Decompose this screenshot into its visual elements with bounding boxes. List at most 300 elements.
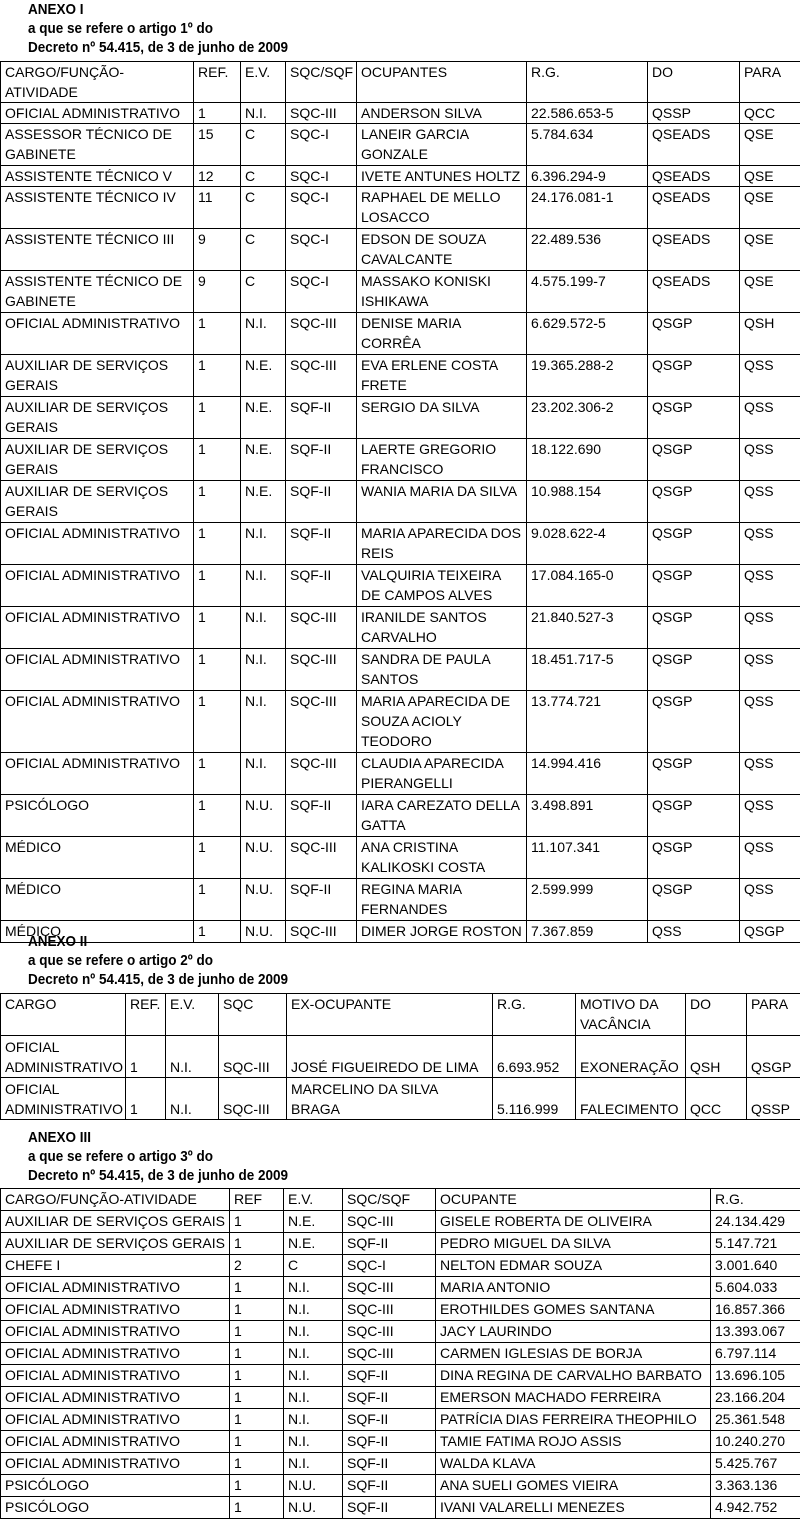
table-cell: 22.586.653-5 xyxy=(527,103,648,124)
table-cell: 24.134.429 xyxy=(711,1211,800,1233)
table-cell: PEDRO MIGUEL DA SILVA xyxy=(436,1233,711,1255)
column-header: R.G. xyxy=(711,1189,800,1211)
table-row xyxy=(1,837,800,879)
table-cell: OFICIAL ADMINISTRATIVO xyxy=(1,1036,126,1078)
table-cell: SQC-III xyxy=(286,691,357,753)
annex1-table xyxy=(0,61,800,943)
table-cell: AUXILIAR DE SERVIÇOS GERAIS xyxy=(1,481,194,523)
table-cell: 1 xyxy=(194,837,241,879)
table-cell: QSEADS xyxy=(648,229,740,271)
table-cell: N.I. xyxy=(284,1453,343,1475)
table-cell: SQC-I xyxy=(286,229,357,271)
table-cell: SQC-I xyxy=(343,1255,436,1277)
column-header: CARGO xyxy=(1,994,126,1036)
table-cell: 4.575.199-7 xyxy=(527,271,648,313)
table-cell: 1 xyxy=(194,313,241,355)
table-cell: DENISE MARIA CORRÊA xyxy=(357,313,527,355)
table-cell: 24.176.081-1 xyxy=(527,187,648,229)
table-cell: 1 xyxy=(194,523,241,565)
table-cell: N.U. xyxy=(284,1475,343,1497)
column-header: CARGO/FUNÇÃO-ATIVIDADE xyxy=(1,1189,230,1211)
table-cell: N.I. xyxy=(241,523,286,565)
column-header: OCUPANTES xyxy=(357,62,527,103)
table-cell: OFICIAL ADMINISTRATIVO xyxy=(1,523,194,565)
table-cell: EVA ERLENE COSTA FRETE xyxy=(357,355,527,397)
table-cell: SQF-II xyxy=(343,1453,436,1475)
table-cell: 1 xyxy=(194,481,241,523)
table-cell: PSICÓLOGO xyxy=(1,1497,230,1519)
table-cell: N.I. xyxy=(284,1299,343,1321)
column-header: REF xyxy=(230,1189,284,1211)
table-cell: 10.988.154 xyxy=(527,481,648,523)
table-cell: QSGP xyxy=(648,523,740,565)
table-row xyxy=(1,753,800,795)
table-cell: N.I. xyxy=(241,691,286,753)
table-row xyxy=(1,1343,800,1365)
table-cell: QSS xyxy=(740,879,800,921)
table-cell: SQF-II xyxy=(286,439,357,481)
table-cell: QSS xyxy=(740,795,800,837)
table-cell: ANA SUELI GOMES VIEIRA xyxy=(436,1475,711,1497)
table-row xyxy=(1,691,800,753)
table-cell: 1 xyxy=(194,879,241,921)
table-cell: QSS xyxy=(740,523,800,565)
table-row xyxy=(1,124,800,166)
table-cell: SQC-I xyxy=(286,124,357,166)
table-row xyxy=(1,565,800,607)
table-cell: OFICIAL ADMINISTRATIVO xyxy=(1,649,194,691)
table-cell: N.I. xyxy=(284,1343,343,1365)
table-cell: 1 xyxy=(194,649,241,691)
table-cell: 18.122.690 xyxy=(527,439,648,481)
table-row xyxy=(1,1453,800,1475)
table-cell: QSS xyxy=(740,837,800,879)
table-cell: SQC-III xyxy=(343,1211,436,1233)
annex3-heading xyxy=(28,1128,288,1185)
table-cell: PSICÓLOGO xyxy=(1,1475,230,1497)
table-cell: QSGP xyxy=(648,481,740,523)
table-cell: SQC-III xyxy=(286,607,357,649)
table-cell: MÉDICO xyxy=(1,837,194,879)
annex1-header-row xyxy=(1,62,800,103)
table-cell: N.I. xyxy=(241,565,286,607)
table-cell: 14.994.416 xyxy=(527,753,648,795)
annex1-subtitle: a que se refere o artigo 1º do xyxy=(28,20,213,37)
table-cell: 3.498.891 xyxy=(527,795,648,837)
column-header: PARA xyxy=(740,62,800,103)
table-cell: SERGIO DA SILVA xyxy=(357,397,527,439)
annex1-heading xyxy=(28,0,288,57)
table-cell: OFICIAL ADMINISTRATIVO xyxy=(1,1453,230,1475)
table-row xyxy=(1,355,800,397)
table-row xyxy=(1,1321,800,1343)
table-cell: OFICIAL ADMINISTRATIVO xyxy=(1,103,194,124)
table-row xyxy=(1,649,800,691)
table-cell: SQF-II xyxy=(286,481,357,523)
table-row xyxy=(1,1233,800,1255)
table-cell: SQC-I xyxy=(286,187,357,229)
table-cell: QSS xyxy=(740,355,800,397)
table-cell: SQF-II xyxy=(286,795,357,837)
table-cell: 1 xyxy=(230,1387,284,1409)
table-cell: ANA CRISTINA KALIKOSKI COSTA xyxy=(357,837,527,879)
table-cell: 5.116.999 xyxy=(493,1078,576,1120)
table-cell: 1 xyxy=(194,691,241,753)
table-cell: 6.693.952 xyxy=(493,1036,576,1078)
table-row xyxy=(1,1431,800,1453)
table-cell: 1 xyxy=(230,1475,284,1497)
table-row xyxy=(1,166,800,187)
table-cell: REGINA MARIA FERNANDES xyxy=(357,879,527,921)
table-cell: 1 xyxy=(194,921,241,943)
table-row xyxy=(1,229,800,271)
table-cell: QSS xyxy=(740,439,800,481)
table-cell: N.I. xyxy=(241,607,286,649)
table-cell: 6.396.294-9 xyxy=(527,166,648,187)
column-header: E.V. xyxy=(166,994,219,1036)
table-cell: OFICIAL ADMINISTRATIVO xyxy=(1,313,194,355)
table-cell: QSH xyxy=(686,1036,747,1078)
table-cell: 1 xyxy=(230,1453,284,1475)
table-cell: QSGP xyxy=(648,837,740,879)
table-cell: OFICIAL ADMINISTRATIVO xyxy=(1,1321,230,1343)
table-row xyxy=(1,1036,800,1078)
table-cell: QSE xyxy=(740,229,800,271)
table-cell: QSGP xyxy=(648,439,740,481)
table-cell: ASSISTENTE TÉCNICO III xyxy=(1,229,194,271)
table-row xyxy=(1,439,800,481)
table-cell: 16.857.366 xyxy=(711,1299,800,1321)
table-cell: N.I. xyxy=(284,1431,343,1453)
table-cell: N.U. xyxy=(241,879,286,921)
column-header: E.V. xyxy=(241,62,286,103)
table-cell: VALQUIRIA TEIXEIRA DE CAMPOS ALVES xyxy=(357,565,527,607)
table-cell: 13.774.721 xyxy=(527,691,648,753)
table-cell: GISELE ROBERTA DE OLIVEIRA xyxy=(436,1211,711,1233)
table-cell: QSE xyxy=(740,124,800,166)
table-cell: 1 xyxy=(230,1233,284,1255)
table-cell: C xyxy=(241,166,286,187)
table-cell: 1 xyxy=(194,795,241,837)
table-cell: QSS xyxy=(648,921,740,943)
table-cell: QSGP xyxy=(648,355,740,397)
table-cell: ASSISTENTE TÉCNICO V xyxy=(1,166,194,187)
table-row xyxy=(1,397,800,439)
table-cell: 1 xyxy=(194,355,241,397)
table-cell: LANEIR GARCIA GONZALE xyxy=(357,124,527,166)
table-cell: 5.147.721 xyxy=(711,1233,800,1255)
table-row xyxy=(1,1255,800,1277)
table-cell: 9 xyxy=(194,271,241,313)
table-row xyxy=(1,1211,800,1233)
table-cell: SQC-III xyxy=(286,103,357,124)
table-cell: AUXILIAR DE SERVIÇOS GERAIS xyxy=(1,1233,230,1255)
table-cell: SQC-III xyxy=(343,1343,436,1365)
table-cell: OFICIAL ADMINISTRATIVO xyxy=(1,1409,230,1431)
table-cell: 11 xyxy=(194,187,241,229)
table-cell: WALDA KLAVA xyxy=(436,1453,711,1475)
table-cell: MARIA ANTONIO xyxy=(436,1277,711,1299)
column-header: REF. xyxy=(126,994,166,1036)
table-cell: SQC-III xyxy=(343,1321,436,1343)
table-row xyxy=(1,1365,800,1387)
table-cell: 18.451.717-5 xyxy=(527,649,648,691)
table-cell: QSGP xyxy=(740,921,800,943)
table-cell: OFICIAL ADMINISTRATIVO xyxy=(1,1431,230,1453)
column-header: OCUPANTE xyxy=(436,1189,711,1211)
column-header: MOTIVO DA VACÂNCIA xyxy=(576,994,686,1036)
table-cell: OFICIAL ADMINISTRATIVO xyxy=(1,1078,126,1120)
table-cell: QCC xyxy=(686,1078,747,1120)
table-cell: AUXILIAR DE SERVIÇOS GERAIS xyxy=(1,439,194,481)
table-row xyxy=(1,1497,800,1519)
table-cell: FALECIMENTO xyxy=(576,1078,686,1120)
table-cell: OFICIAL ADMINISTRATIVO xyxy=(1,1343,230,1365)
table-cell: 1 xyxy=(230,1365,284,1387)
table-cell: QSS xyxy=(740,481,800,523)
annex3-decree: Decreto nº 54.415, de 3 de junho de 2009 xyxy=(28,1167,289,1184)
annex2-title: ANEXO II xyxy=(28,933,88,950)
table-cell: 6.797.114 xyxy=(711,1343,800,1365)
table-cell: QSH xyxy=(740,313,800,355)
table-cell: MARIA APARECIDA DOS REIS xyxy=(357,523,527,565)
table-cell: MÉDICO xyxy=(1,879,194,921)
table-cell: N.I. xyxy=(166,1078,219,1120)
table-cell: N.I. xyxy=(284,1387,343,1409)
column-header: DO xyxy=(648,62,740,103)
table-cell: QSE xyxy=(740,187,800,229)
table-cell: OFICIAL ADMINISTRATIVO xyxy=(1,607,194,649)
table-row xyxy=(1,879,800,921)
table-cell: IRANILDE SANTOS CARVALHO xyxy=(357,607,527,649)
table-cell: SQC-III xyxy=(343,1277,436,1299)
table-cell: IVETE ANTUNES HOLTZ xyxy=(357,166,527,187)
table-cell: QSS xyxy=(740,649,800,691)
table-cell: QSS xyxy=(740,397,800,439)
table-cell: MASSAKO KONISKI ISHIKAWA xyxy=(357,271,527,313)
table-row xyxy=(1,313,800,355)
table-cell: QSGP xyxy=(648,795,740,837)
table-cell: QSGP xyxy=(648,607,740,649)
table-cell: MARCELINO DA SILVA BRAGA xyxy=(287,1078,493,1120)
table-cell: 3.363.136 xyxy=(711,1475,800,1497)
table-cell: QSSP xyxy=(747,1078,800,1120)
table-cell: SQC-I xyxy=(286,271,357,313)
table-cell: C xyxy=(241,229,286,271)
table-cell: EROTHILDES GOMES SANTANA xyxy=(436,1299,711,1321)
table-cell: QSEADS xyxy=(648,166,740,187)
table-cell: QSE xyxy=(740,166,800,187)
table-cell: OFICIAL ADMINISTRATIVO xyxy=(1,1365,230,1387)
table-cell: 1 xyxy=(194,397,241,439)
table-cell: SQC-I xyxy=(286,166,357,187)
table-cell: PSICÓLOGO xyxy=(1,795,194,837)
table-cell: QSSP xyxy=(648,103,740,124)
column-header: DO xyxy=(686,994,747,1036)
table-cell: 12 xyxy=(194,166,241,187)
table-cell: 1 xyxy=(194,753,241,795)
table-cell: CARMEN IGLESIAS DE BORJA xyxy=(436,1343,711,1365)
table-cell: SQC-III xyxy=(219,1036,287,1078)
table-cell: N.E. xyxy=(241,481,286,523)
table-cell: 23.202.306-2 xyxy=(527,397,648,439)
table-cell: 1 xyxy=(230,1497,284,1519)
table-cell: 21.840.527-3 xyxy=(527,607,648,649)
annex3-title: ANEXO III xyxy=(28,1129,92,1146)
table-cell: 23.166.204 xyxy=(711,1387,800,1409)
table-cell: 5.784.634 xyxy=(527,124,648,166)
annex2-heading xyxy=(28,932,288,989)
table-cell: N.U. xyxy=(284,1497,343,1519)
table-cell: 9.028.622-4 xyxy=(527,523,648,565)
table-cell: 11.107.341 xyxy=(527,837,648,879)
table-cell: N.U. xyxy=(241,795,286,837)
table-cell: ASSISTENTE TÉCNICO DE GABINETE xyxy=(1,271,194,313)
table-cell: 1 xyxy=(230,1299,284,1321)
table-cell: 1 xyxy=(194,565,241,607)
table-cell: 4.942.752 xyxy=(711,1497,800,1519)
column-header: REF. xyxy=(194,62,241,103)
table-cell: SQF-II xyxy=(343,1431,436,1453)
table-row xyxy=(1,271,800,313)
table-cell: 1 xyxy=(126,1078,166,1120)
table-cell: QSEADS xyxy=(648,271,740,313)
table-cell: SQF-II xyxy=(286,565,357,607)
table-cell: QSS xyxy=(740,691,800,753)
table-cell: AUXILIAR DE SERVIÇOS GERAIS xyxy=(1,355,194,397)
table-cell: OFICIAL ADMINISTRATIVO xyxy=(1,1387,230,1409)
table-row xyxy=(1,1078,800,1120)
table-cell: OFICIAL ADMINISTRATIVO xyxy=(1,753,194,795)
table-row xyxy=(1,1387,800,1409)
column-header: CARGO/FUNÇÃO-ATIVIDADE xyxy=(1,62,194,103)
table-cell: 19.365.288-2 xyxy=(527,355,648,397)
table-cell: EXONERAÇÃO xyxy=(576,1036,686,1078)
table-cell: C xyxy=(241,271,286,313)
table-cell: N.U. xyxy=(241,837,286,879)
table-cell: SQC-III xyxy=(286,313,357,355)
table-cell: QSGP xyxy=(648,397,740,439)
table-cell: PATRÍCIA DIAS FERREIRA THEOPHILO xyxy=(436,1409,711,1431)
table-cell: 1 xyxy=(230,1277,284,1299)
table-row xyxy=(1,187,800,229)
table-cell: SQF-II xyxy=(343,1475,436,1497)
column-header: SQC/SQF xyxy=(286,62,357,103)
annex2-decree: Decreto nº 54.415, de 3 de junho de 2009 xyxy=(28,971,289,988)
table-cell: RAPHAEL DE MELLO LOSACCO xyxy=(357,187,527,229)
column-header: R.G. xyxy=(493,994,576,1036)
table-cell: QSGP xyxy=(747,1036,800,1078)
table-cell: QSGP xyxy=(648,313,740,355)
table-cell: QSGP xyxy=(648,565,740,607)
table-row xyxy=(1,1409,800,1431)
table-cell: SQF-II xyxy=(343,1497,436,1519)
table-cell: QSE xyxy=(740,271,800,313)
column-header: SQC xyxy=(219,994,287,1036)
table-cell: SQF-II xyxy=(286,879,357,921)
table-cell: 2 xyxy=(230,1255,284,1277)
table-cell: IARA CAREZATO DELLA GATTA xyxy=(357,795,527,837)
table-cell: C xyxy=(284,1255,343,1277)
column-header: SQC/SQF xyxy=(343,1189,436,1211)
table-cell: SQC-III xyxy=(343,1299,436,1321)
table-cell: DIMER JORGE ROSTON xyxy=(357,921,527,943)
table-cell: SQC-III xyxy=(286,753,357,795)
table-cell: JOSÉ FIGUEIREDO DE LIMA xyxy=(287,1036,493,1078)
table-cell: N.I. xyxy=(284,1409,343,1431)
table-cell: IVANI VALARELLI MENEZES xyxy=(436,1497,711,1519)
table-cell: 17.084.165-0 xyxy=(527,565,648,607)
table-cell: OFICIAL ADMINISTRATIVO xyxy=(1,1277,230,1299)
table-cell: QSS xyxy=(740,607,800,649)
table-cell: 13.393.067 xyxy=(711,1321,800,1343)
table-cell: 1 xyxy=(230,1431,284,1453)
column-header: E.V. xyxy=(284,1189,343,1211)
column-header: R.G. xyxy=(527,62,648,103)
table-cell: SQC-III xyxy=(286,921,357,943)
table-cell: EDSON DE SOUZA CAVALCANTE xyxy=(357,229,527,271)
table-cell: SQF-II xyxy=(286,523,357,565)
table-cell: ASSESSOR TÉCNICO DE GABINETE xyxy=(1,124,194,166)
table-cell: 1 xyxy=(194,607,241,649)
annex2-header-row xyxy=(1,994,800,1036)
table-cell: QSGP xyxy=(648,649,740,691)
table-cell: AUXILIAR DE SERVIÇOS GERAIS xyxy=(1,1211,230,1233)
table-cell: QSS xyxy=(740,753,800,795)
table-cell: SQC-III xyxy=(286,355,357,397)
table-cell: 5.604.033 xyxy=(711,1277,800,1299)
table-cell: SQF-II xyxy=(343,1365,436,1387)
table-cell: QSEADS xyxy=(648,187,740,229)
annex3-table xyxy=(0,1188,800,1519)
table-cell: SQC-III xyxy=(286,837,357,879)
table-cell: C xyxy=(241,124,286,166)
table-cell: 1 xyxy=(126,1036,166,1078)
table-cell: 22.489.536 xyxy=(527,229,648,271)
table-cell: N.E. xyxy=(241,355,286,397)
table-cell: 1 xyxy=(230,1343,284,1365)
table-cell: ASSISTENTE TÉCNICO IV xyxy=(1,187,194,229)
table-row xyxy=(1,1475,800,1497)
table-cell: QSEADS xyxy=(648,124,740,166)
table-row xyxy=(1,1277,800,1299)
table-cell: NELTON EDMAR SOUZA xyxy=(436,1255,711,1277)
table-cell: N.E. xyxy=(284,1233,343,1255)
table-cell: N.E. xyxy=(241,439,286,481)
table-cell: EMERSON MACHADO FERREIRA xyxy=(436,1387,711,1409)
table-row xyxy=(1,103,800,124)
column-header: EX-OCUPANTE xyxy=(287,994,493,1036)
table-cell: C xyxy=(241,187,286,229)
table-cell: 7.367.859 xyxy=(527,921,648,943)
table-cell: 6.629.572-5 xyxy=(527,313,648,355)
table-cell: QSS xyxy=(740,565,800,607)
table-row xyxy=(1,523,800,565)
table-cell: N.I. xyxy=(241,753,286,795)
annex2-subtitle: a que se refere o artigo 2º do xyxy=(28,952,213,969)
table-cell: N.I. xyxy=(241,313,286,355)
table-cell: AUXILIAR DE SERVIÇOS GERAIS xyxy=(1,397,194,439)
table-cell: OFICIAL ADMINISTRATIVO xyxy=(1,565,194,607)
table-cell: N.I. xyxy=(284,1365,343,1387)
table-cell: 3.001.640 xyxy=(711,1255,800,1277)
table-cell: 15 xyxy=(194,124,241,166)
annex1-decree: Decreto nº 54.415, de 3 de junho de 2009 xyxy=(28,39,289,56)
table-cell: SQC-III xyxy=(286,649,357,691)
table-cell: SQF-II xyxy=(343,1409,436,1431)
table-cell: 1 xyxy=(230,1321,284,1343)
table-cell: SQF-II xyxy=(343,1387,436,1409)
